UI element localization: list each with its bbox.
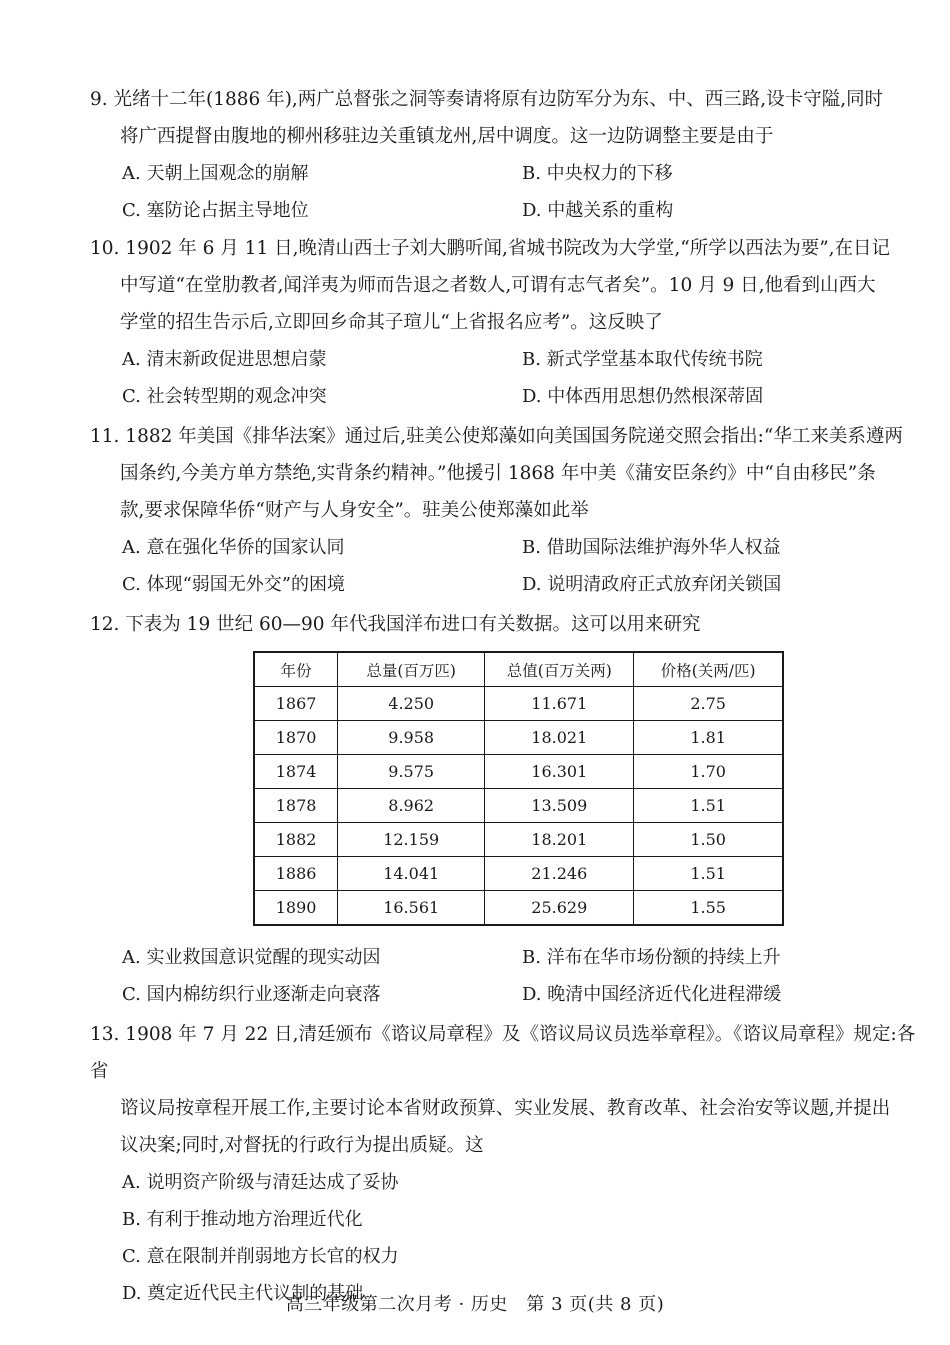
question-12-stem-line-1: 12. 下表为 19 世纪 60—90 年代我国洋布进口有关数据。这可以用来研究 xyxy=(90,614,701,635)
table-row xyxy=(254,721,783,755)
question-10-stem-line-2: 中写道“在堂肋教者,闻洋夷为师而告退之者数人,可谓有志气者矣”。10 月 9 日,他看到山西大 xyxy=(120,275,876,296)
table-cell-year: 1878 xyxy=(254,789,338,823)
question-13-stem-line-3: 议决案;同时,对督抚的行政行为提出质疑。这 xyxy=(120,1135,484,1156)
table-cell-price: 1.55 xyxy=(634,891,783,926)
table-header-row xyxy=(254,652,783,687)
import-data-table xyxy=(253,651,784,926)
table-cell-year: 1870 xyxy=(254,721,338,755)
question-9-options-row-2 xyxy=(90,192,920,229)
table-cell-price: 1.50 xyxy=(634,823,783,857)
table-cell-year: 1874 xyxy=(254,755,338,789)
table-cell-volume: 8.962 xyxy=(338,789,485,823)
table-cell-volume: 16.561 xyxy=(338,891,485,926)
table-header-price: 价格(关两/匹) xyxy=(634,652,783,687)
table-cell-volume: 9.958 xyxy=(338,721,485,755)
table-cell-value: 13.509 xyxy=(485,789,634,823)
table-cell-year: 1882 xyxy=(254,823,338,857)
table-cell-value: 16.301 xyxy=(485,755,634,789)
question-9-option-d: D. 中越关系的重构 xyxy=(522,200,674,221)
question-13 xyxy=(90,1016,920,1312)
question-12-option-c: C. 国内棉纺织行业逐渐走向衰落 xyxy=(122,984,381,1005)
question-12-option-d: D. 晚清中国经济近代化进程滞缓 xyxy=(522,984,782,1005)
table-cell-value: 11.671 xyxy=(485,687,634,721)
question-10-option-b: B. 新式学堂基本取代传统书院 xyxy=(522,349,763,370)
table-row xyxy=(254,755,783,789)
question-9-options-row-1 xyxy=(90,155,920,192)
question-11-stem-line-3: 款,要求保障华侨“财产与人身安全”。驻美公使郑藻如此举 xyxy=(120,500,589,521)
table-cell-volume: 9.575 xyxy=(338,755,485,789)
question-9-stem-line-2: 将广西提督由腹地的柳州移驻边关重镇龙州,居中调度。这一边防调整主要是由于 xyxy=(120,126,774,147)
table-cell-volume: 12.159 xyxy=(338,823,485,857)
table-row xyxy=(254,687,783,721)
table-row xyxy=(254,891,783,926)
table-cell-value: 21.246 xyxy=(485,857,634,891)
question-13-option-c: C. 意在限制并削弱地方长官的权力 xyxy=(122,1246,399,1267)
table-cell-price: 1.70 xyxy=(634,755,783,789)
table-header-year: 年份 xyxy=(254,652,338,687)
table-cell-value: 25.629 xyxy=(485,891,634,926)
table-row xyxy=(254,789,783,823)
table-cell-volume: 4.250 xyxy=(338,687,485,721)
page-footer: 高三年级第二次月考 · 历史 第 3 页(共 8 页) xyxy=(285,1294,665,1315)
table-cell-year: 1890 xyxy=(254,891,338,926)
question-13-option-b: B. 有利于推动地方治理近代化 xyxy=(122,1209,363,1230)
table-row xyxy=(254,857,783,891)
table-cell-value: 18.021 xyxy=(485,721,634,755)
table-cell-price: 1.81 xyxy=(634,721,783,755)
question-13-option-a: A. 说明资产阶级与清廷达成了妥协 xyxy=(122,1172,399,1193)
question-10-stem-line-1: 10. 1902 年 6 月 11 日,晚清山西士子刘大鹏听闻,省城书院改为大学堂,“所学以西法为要”,在日记 xyxy=(90,238,891,259)
table-header-volume: 总量(百万匹) xyxy=(338,652,485,687)
question-11 xyxy=(90,418,920,603)
question-11-options-row-1 xyxy=(90,529,920,566)
question-12 xyxy=(90,606,920,643)
table-cell-volume: 14.041 xyxy=(338,857,485,891)
question-9-option-b: B. 中央权力的下移 xyxy=(522,163,673,184)
question-11-options-row-2 xyxy=(90,566,920,603)
question-10-option-a: A. 清末新政促进思想启蒙 xyxy=(122,349,327,370)
table-cell-price: 2.75 xyxy=(634,687,783,721)
question-12-option-b: B. 洋布在华市场份额的持续上升 xyxy=(522,947,781,968)
question-9-option-a: A. 天朝上国观念的崩解 xyxy=(122,163,309,184)
question-10-option-d: D. 中体西用思想仍然根深蒂固 xyxy=(522,386,764,407)
question-11-option-d: D. 说明清政府正式放弃闭关锁国 xyxy=(522,574,782,595)
question-13-option-d: D. 奠定近代民主代议制的基础 xyxy=(122,1283,364,1304)
table-cell-year: 1867 xyxy=(254,687,338,721)
table-header-value: 总值(百万关两) xyxy=(485,652,634,687)
question-11-option-c: C. 体现“弱国无外交”的困境 xyxy=(122,574,345,595)
table-row xyxy=(254,823,783,857)
question-11-stem-line-2: 国条约,今美方单方禁绝,实背条约精神。”他援引 1868 年中美《蒲安臣条约》中“自由移民”条 xyxy=(120,463,876,484)
question-10-options-row-1 xyxy=(90,341,920,378)
question-11-option-a: A. 意在强化华侨的国家认同 xyxy=(122,537,345,558)
question-10-option-c: C. 社会转型期的观念冲突 xyxy=(122,386,327,407)
question-12-options-row-1 xyxy=(90,939,920,976)
question-12-options-row-2 xyxy=(90,976,920,1013)
question-11-option-b: B. 借助国际法维护海外华人权益 xyxy=(522,537,781,558)
question-9-option-c: C. 塞防论占据主导地位 xyxy=(122,200,309,221)
question-10 xyxy=(90,230,920,415)
table-cell-value: 18.201 xyxy=(485,823,634,857)
question-11-stem-line-1: 11. 1882 年美国《排华法案》通过后,驻美公使郑藻如向美国国务院递交照会指出:“华工来美系遵两 xyxy=(90,426,903,447)
question-12-option-a: A. 实业救国意识觉醒的现实动因 xyxy=(122,947,381,968)
question-10-stem-line-3: 学堂的招生告示后,立即回乡命其子瑄儿“上省报名应考”。这反映了 xyxy=(120,312,663,333)
question-13-stem-line-1: 13. 1908 年 7 月 22 日,清廷颁布《谘议局章程》及《谘议局议员选举章程》。《谘议局章程》规定:各省 xyxy=(90,1024,916,1082)
question-12-options xyxy=(90,939,920,1013)
question-13-stem-line-2: 谘议局按章程开展工作,主要讨论本省财政预算、实业发展、教育改革、社会治安等议题,并提出 xyxy=(120,1098,891,1119)
table-cell-price: 1.51 xyxy=(634,789,783,823)
table-cell-price: 1.51 xyxy=(634,857,783,891)
question-9-stem-line-1: 9. 光绪十二年(1886 年),两广总督张之洞等奏请将原有边防军分为东、中、西三路,设卡守隘,同时 xyxy=(90,89,884,110)
question-9 xyxy=(90,81,920,229)
table-cell-year: 1886 xyxy=(254,857,338,891)
question-10-options-row-2 xyxy=(90,378,920,415)
